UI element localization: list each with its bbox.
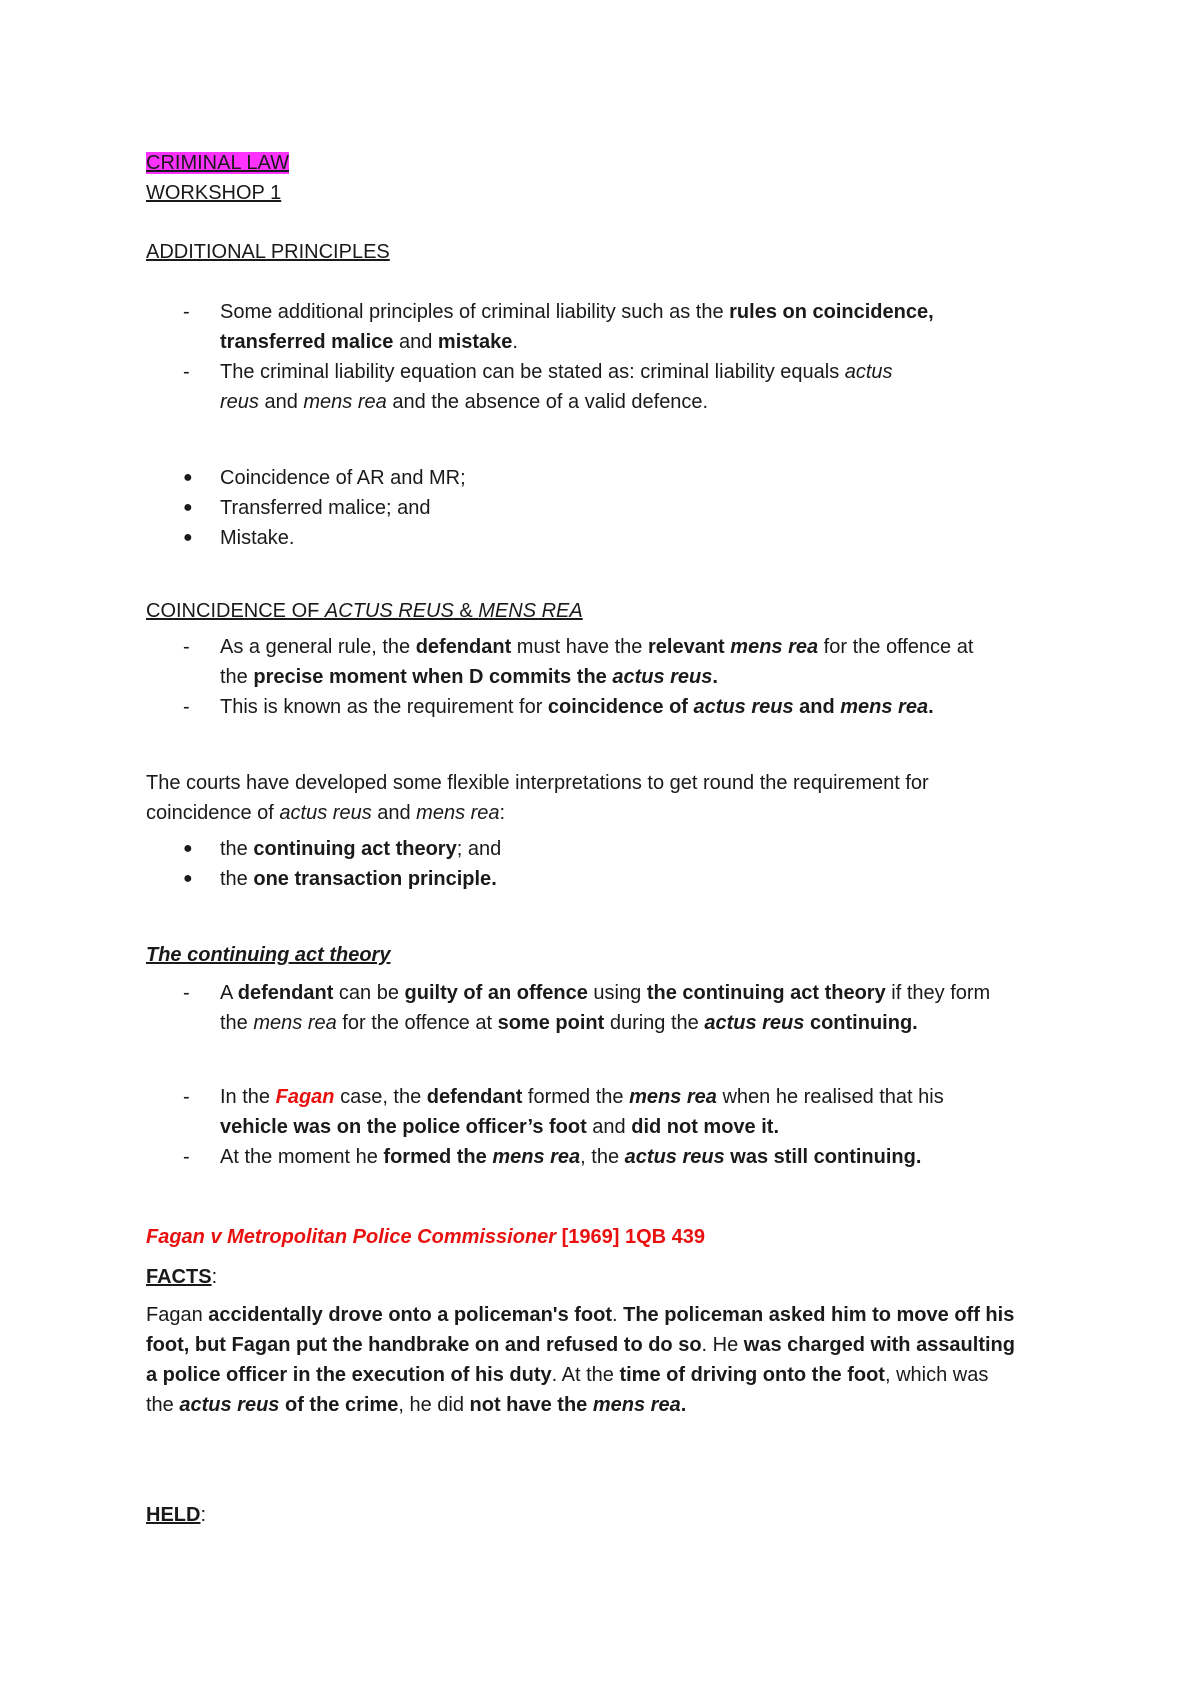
dash-marker: - (183, 1146, 190, 1168)
case-title: Fagan v Metropolitan Police Commissioner [1969] 1QB 439 (146, 1226, 706, 1248)
document-title (146, 148, 289, 178)
bullet-marker: ● (183, 840, 193, 857)
coincidence-point-1: As a general rule, the defendant must have the relevant mens rea for the offence at the precise moment when D commits the actus reus. (220, 636, 974, 688)
coincidence-point-2: This is known as the requirement for coincidence of actus reus and mens rea. (220, 696, 934, 718)
continuing-point-1: A defendant can be guilty of an offence using the continuing act theory if they form the mens rea for the offence at some point during the actus reus continuing. (220, 982, 991, 1034)
bullet-marker: ● (183, 499, 193, 516)
heading-continuing-act: The continuing act theory (146, 944, 391, 966)
dash-marker: - (183, 636, 190, 658)
dash-marker: - (183, 301, 190, 323)
additional-point-2: The criminal liability equation can be stated as: criminal liability equals actus reus and mens rea and the absence of a valid defence. (220, 361, 893, 413)
continuing-point-3: At the moment he formed the mens rea, the actus reus was still continuing. (220, 1146, 922, 1168)
continuing-point-2: In the Fagan case, the defendant formed the mens rea when he realised that his vehicle was on the police officer’s foot and did not move it. (220, 1086, 944, 1138)
document-subtitle: WORKSHOP 1 (146, 182, 282, 204)
heading-coincidence: COINCIDENCE OF ACTUS REUS & MENS REA (146, 600, 583, 622)
heading-additional-principles: ADDITIONAL PRINCIPLES (146, 241, 390, 263)
case-facts: Fagan accidentally drove onto a policeman's foot. The policeman asked him to move off his foot, but Fagan put the handbrake on and refused to do so. He was charged with assaulting a police officer in the execution of his duty. At the time of driving onto the foot, which was the actus reus of the crime, he did not have the mens rea. (146, 1304, 1015, 1416)
bullet-marker: ● (183, 870, 193, 887)
fagan-case-reference: Fagan (275, 1086, 335, 1108)
held-label: HELD: (146, 1504, 207, 1526)
bullet-item: Transferred malice; and (220, 497, 431, 519)
title-text: CRIMINAL LAW (146, 152, 289, 174)
bullet-marker: ● (183, 469, 193, 486)
dash-marker: - (183, 361, 190, 383)
bullet-continuing-act: the continuing act theory; and (220, 838, 502, 860)
dash-marker: - (183, 982, 190, 1004)
dash-marker: - (183, 1086, 190, 1108)
bullet-marker: ● (183, 529, 193, 546)
facts-label: FACTS: (146, 1266, 218, 1288)
dash-marker: - (183, 696, 190, 718)
bullet-item: Mistake. (220, 527, 295, 549)
bullet-item: Coincidence of AR and MR; (220, 467, 466, 489)
additional-point-1: Some additional principles of criminal liability such as the rules on coincidence, transferred malice and mistake. (220, 301, 934, 353)
coincidence-paragraph: The courts have developed some flexible interpretations to get round the requirement for coincidence of actus reus and mens rea: (146, 772, 929, 824)
bullet-one-transaction: the one transaction principle. (220, 868, 497, 890)
